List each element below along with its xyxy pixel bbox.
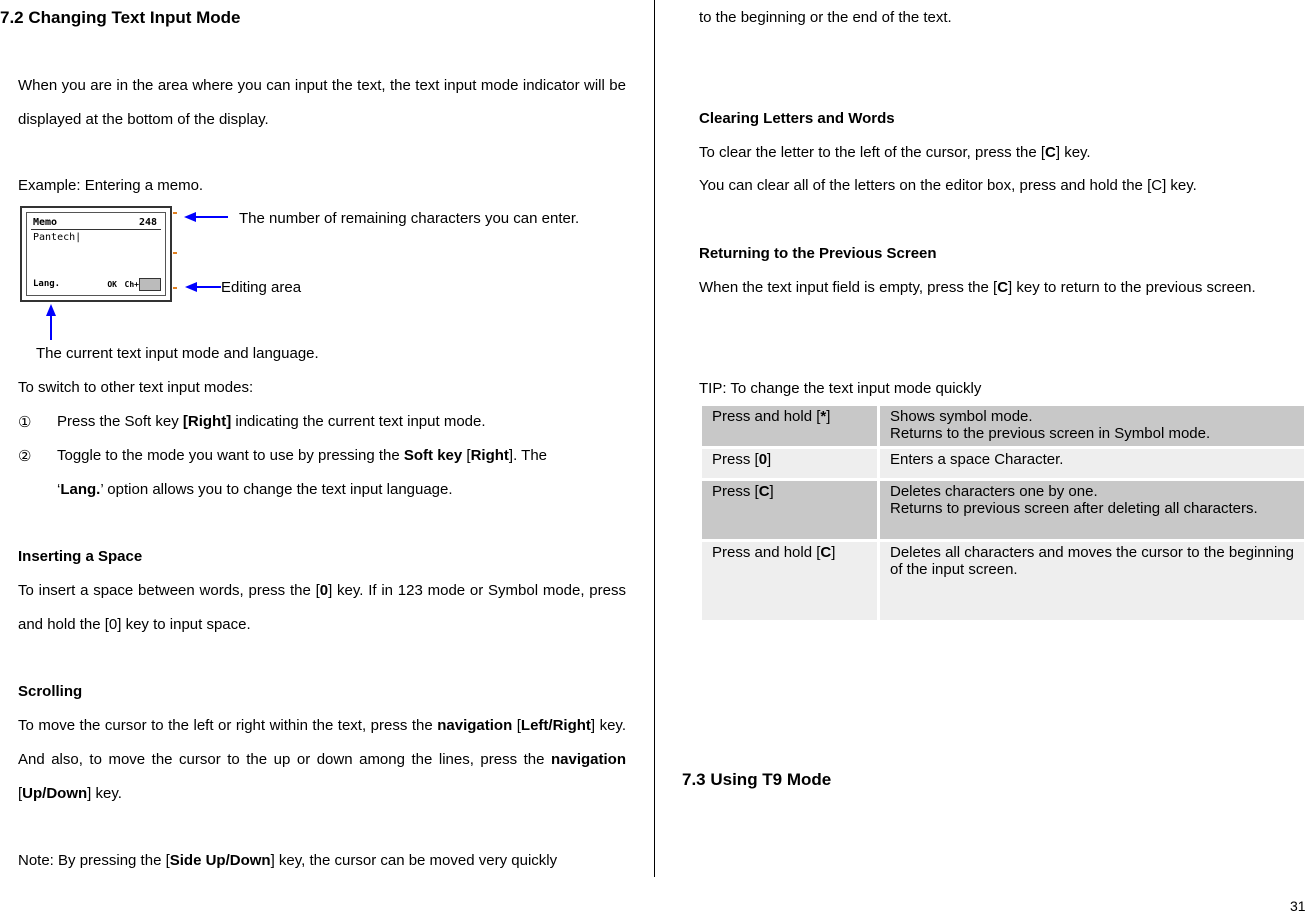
step-1-text: Press the Soft key [Right] indicating the current text input mode. bbox=[57, 413, 486, 430]
tip-desc-cell: Deletes characters one by one. Returns to previous screen after deleting all characters. bbox=[880, 481, 1304, 539]
arrow-up-icon bbox=[44, 304, 58, 340]
tick-mark bbox=[173, 212, 177, 214]
tip-desc-cell: Deletes all characters and moves the cursor to the beginning of the input screen. bbox=[880, 542, 1304, 620]
tick-mark bbox=[173, 252, 177, 254]
tip-key-cell: Press [0] bbox=[702, 449, 877, 478]
phone-editing-text: Pantech| bbox=[33, 232, 82, 243]
column-divider bbox=[654, 0, 655, 877]
intro-paragraph: When you are in the area where you can input the text, the text input mode indicator will be displayed at the bottom of the display. bbox=[18, 77, 626, 128]
phone-mode-indicator: Ch+ bbox=[124, 280, 139, 289]
tip-desc-cell: Enters a space Character. bbox=[880, 449, 1304, 478]
callout-input-mode: The current text input mode and language. bbox=[36, 345, 319, 362]
phone-char-count: 248 bbox=[138, 217, 157, 228]
phone-language-indicator bbox=[139, 278, 161, 291]
phone-softkey-ok: OK bbox=[107, 280, 117, 289]
switch-intro: To switch to other text input modes: bbox=[18, 379, 254, 396]
section-title-7-2: 7.2 Changing Text Input Mode bbox=[0, 8, 241, 27]
table-row bbox=[702, 449, 1304, 478]
scrolling-heading: Scrolling bbox=[18, 683, 83, 700]
phone-title-divider bbox=[31, 229, 161, 230]
tip-desc-cell: Shows symbol mode. Returns to the previous screen in Symbol mode. bbox=[880, 406, 1304, 446]
tip-key-cell: Press [C] bbox=[702, 481, 877, 539]
inserting-space-paragraph: To insert a space between words, press the [0] key. If in 123 mode or Symbol mode, press and hold the [0] key to input space. bbox=[18, 582, 626, 633]
table-row bbox=[702, 542, 1304, 620]
note-paragraph: Note: By pressing the [Side Up/Down] key, the cursor can be moved very quickly bbox=[18, 852, 558, 869]
continued-text: to the beginning or the end of the text. bbox=[699, 9, 952, 26]
table-row bbox=[702, 406, 1304, 446]
scrolling-paragraph: To move the cursor to the left or right within the text, press the navigation [Left/Right] key. And also, to move the cursor to the up or down among the lines, press the navigation [Up/Down] key. bbox=[18, 717, 626, 802]
tip-title: TIP: To change the text input mode quickly bbox=[699, 380, 982, 397]
table-row bbox=[702, 481, 1304, 539]
arrow-left-icon bbox=[185, 281, 221, 293]
phone-title: Memo bbox=[33, 217, 58, 228]
step-2-number: ② bbox=[18, 448, 32, 465]
tip-key-cell: Press and hold [C] bbox=[702, 542, 877, 620]
example-label: Example: Entering a memo. bbox=[18, 177, 204, 194]
arrow-left-icon bbox=[184, 211, 230, 223]
clearing-heading: Clearing Letters and Words bbox=[699, 110, 895, 127]
callout-editing-area: Editing area bbox=[221, 279, 302, 296]
tip-table bbox=[699, 403, 1307, 623]
step-2-text: Toggle to the mode you want to use by pressing the Soft key [Right]. The bbox=[57, 447, 548, 464]
phone-softkey-left: Lang. bbox=[33, 279, 61, 289]
tick-mark bbox=[173, 287, 177, 289]
callout-remaining-chars: The number of remaining characters you can enter. bbox=[239, 210, 580, 227]
page-number: 31 bbox=[1290, 898, 1306, 914]
phone-display bbox=[26, 212, 166, 296]
clearing-line-2: You can clear all of the letters on the editor box, press and hold the [C] key. bbox=[699, 177, 1197, 194]
returning-paragraph: When the text input field is empty, press the [C] key to return to the previous screen. bbox=[699, 279, 1256, 296]
clearing-line-1: To clear the letter to the left of the cursor, press the [C] key. bbox=[699, 144, 1091, 161]
inserting-space-heading: Inserting a Space bbox=[18, 548, 143, 565]
section-title-7-3: 7.3 Using T9 Mode bbox=[682, 770, 832, 789]
returning-heading: Returning to the Previous Screen bbox=[699, 245, 937, 262]
tip-key-cell: Press and hold [*] bbox=[702, 406, 877, 446]
step-2-continuation: ‘Lang.’ option allows you to change the text input language. bbox=[57, 481, 453, 498]
step-1-number: ① bbox=[18, 414, 32, 431]
phone-screen-illustration bbox=[20, 206, 172, 302]
